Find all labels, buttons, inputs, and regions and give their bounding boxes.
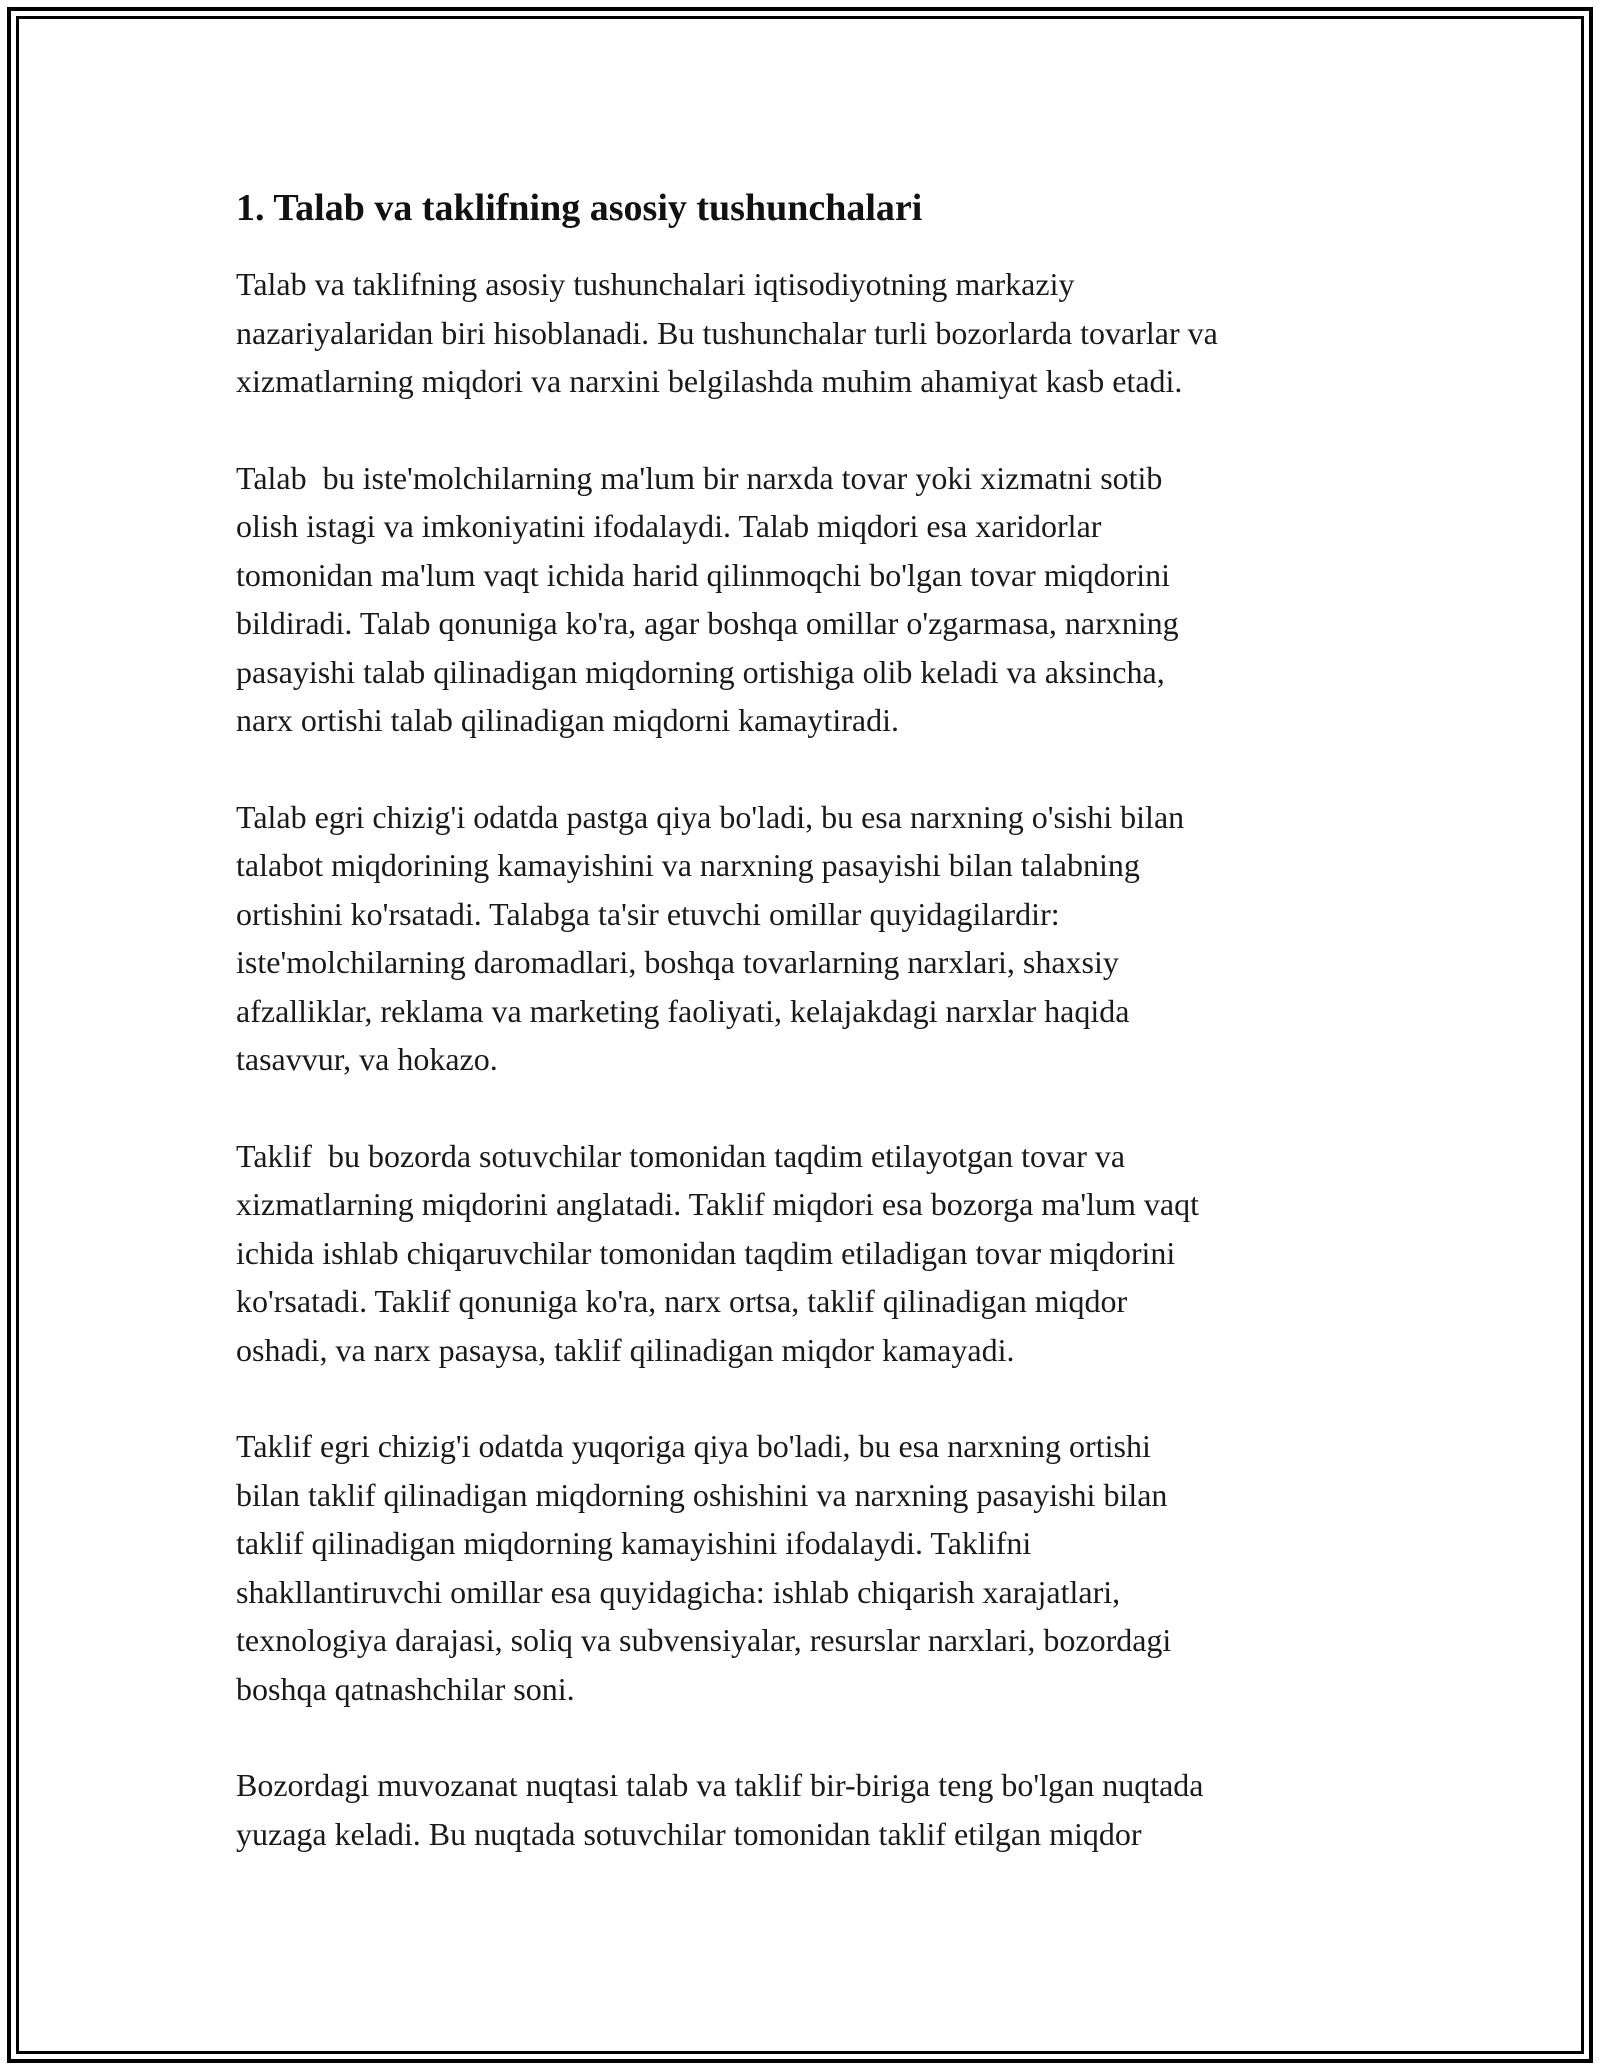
paragraph-line: talabot miqdorining kamayishini va narxning pasayishi bilan talabning: [236, 847, 1140, 883]
paragraph-line: ichida ishlab chiqaruvchilar tomonidan taqdim etiladigan tovar miqdorini: [236, 1234, 1176, 1271]
paragraph-line: bildiradi. Talab qonuniga ko'ra, agar boshqa omillar o'zgarmasa, narxning: [236, 605, 1179, 641]
paragraph-line: boshqa qatnashchilar soni.: [236, 1670, 575, 1707]
paragraph: [236, 260, 1376, 406]
paragraph-list: [236, 260, 1376, 1858]
paragraph-line: Talab va taklifning asosiy tushunchalari iqtisodiyotning markaziy: [236, 266, 1075, 302]
paragraph-line: narx ortishi talab qilinadigan miqdorni kamaytiradi.: [236, 702, 899, 738]
paragraph-line: pasayishi talab qilinadigan miqdorning ortishiga olib keladi va aksincha,: [236, 653, 1165, 690]
paragraph-line: nazariyalaridan biri hisoblanadi. Bu tushunchalar turli bozorlarda tovarlar va: [236, 314, 1218, 351]
paragraph-line: yuzaga keladi. Bu nuqtada sotuvchilar tomonidan taklif etilgan miqdor: [236, 1815, 1142, 1852]
paragraph-line: iste'molchilarning daromadlari, boshqa tovarlarning narxlari, shaxsiy: [236, 944, 1119, 980]
paragraph: [236, 793, 1376, 1084]
document-body: [236, 184, 1376, 1906]
paragraph: [236, 1761, 1376, 1858]
paragraph-line: Bozordagi muvozanat nuqtasi talab va taklif bir-biriga teng bo'lgan nuqtada: [236, 1767, 1204, 1803]
paragraph-line: texnologiya darajasi, soliq va subvensiyalar, resurslar narxlari, bozordagi: [236, 1622, 1172, 1658]
paragraph-line: ko'rsatadi. Taklif qonuniga ko'ra, narx ortsa, taklif qilinadigan miqdor: [236, 1283, 1128, 1319]
paragraph-line: tomonidan ma'lum vaqt ichida harid qilinmoqchi bo'lgan tovar miqdorini: [236, 556, 1171, 593]
paragraph-line: taklif qilinadigan miqdorning kamayishini ifodalaydi. Taklifni: [236, 1525, 1032, 1561]
section-heading: 1. Talab va taklifning asosiy tushunchalari: [236, 187, 923, 229]
paragraph-line: ortishini ko'rsatadi. Talabga ta'sir etuvchi omillar quyidagilardir:: [236, 895, 1060, 932]
paragraph-line: Taklif bu bozorda sotuvchilar tomonidan taqdim etilayotgan tovar va: [236, 1137, 1126, 1174]
paragraph-line: xizmatlarning miqdori va narxini belgilashda muhim ahamiyat kasb etadi.: [236, 363, 1183, 399]
paragraph-line: Taklif egri chizig'i odatda yuqoriga qiya bo'ladi, bu esa narxning ortishi: [236, 1428, 1151, 1464]
paragraph: [236, 1422, 1376, 1713]
paragraph-line: olish istagi va imkoniyatini ifodalaydi. Talab miqdori esa xaridorlar: [236, 508, 1102, 544]
paragraph-line: tasavvur, va hokazo.: [236, 1041, 498, 1077]
paragraph-line: Talab egri chizig'i odatda pastga qiya bo'ladi, bu esa narxning o'sishi bilan: [236, 798, 1185, 835]
paragraph: [236, 454, 1376, 745]
paragraph-line: oshadi, va narx pasaysa, taklif qilinadigan miqdor kamayadi.: [236, 1331, 1015, 1368]
paragraph: [236, 1132, 1376, 1375]
paragraph-line: afzalliklar, reklama va marketing faoliyati, kelajakdagi narxlar haqida: [236, 992, 1130, 1029]
paragraph-line: xizmatlarning miqdorini anglatadi. Taklif miqdori esa bozorga ma'lum vaqt: [236, 1186, 1199, 1222]
paragraph-line: shakllantiruvchi omillar esa quyidagicha: ishlab chiqarish xarajatlari,: [236, 1573, 1121, 1610]
paragraph-line: Talab bu iste'molchilarning ma'lum bir narxda tovar yoki xizmatni sotib: [236, 459, 1163, 496]
paragraph-line: bilan taklif qilinadigan miqdorning oshishini va narxning pasayishi bilan: [236, 1476, 1168, 1513]
